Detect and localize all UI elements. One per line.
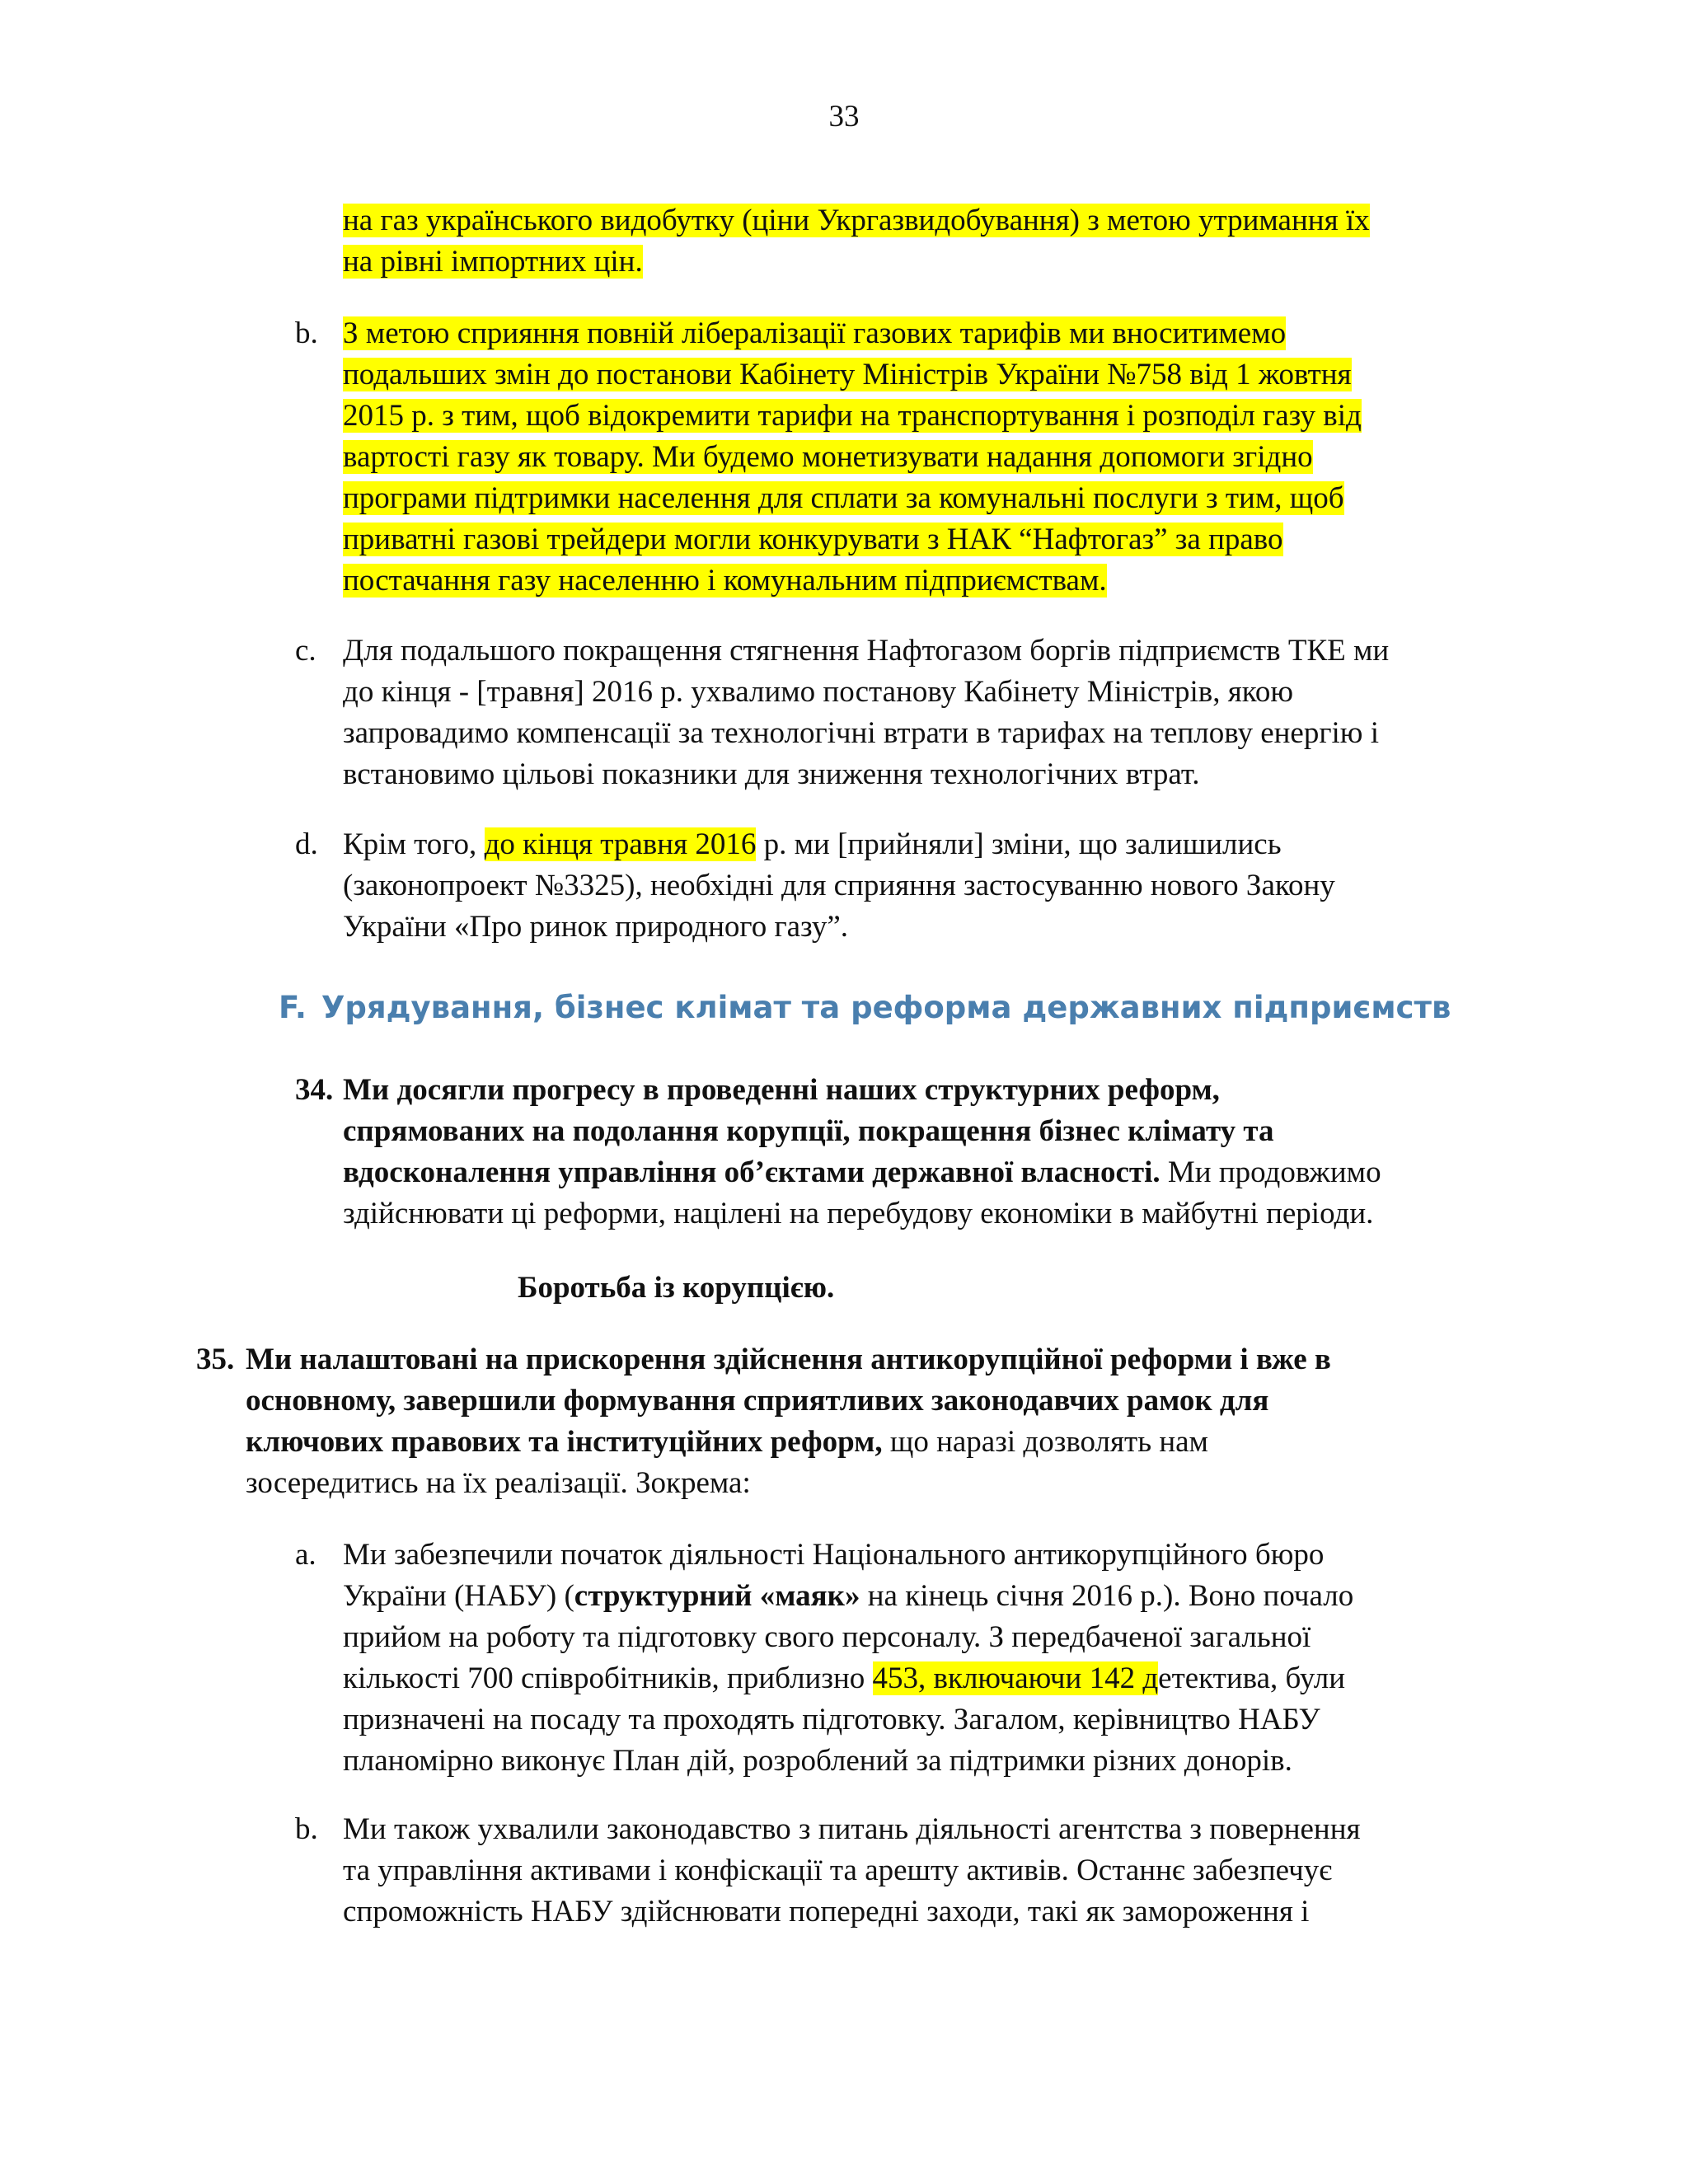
para-35-bold-2: основному, завершили формування сприятливих законодавчих рамок для bbox=[246, 1384, 1269, 1418]
item-a35-beacon: структурний «маяк» bbox=[574, 1579, 860, 1613]
item-c-line: Для подальшого покращення стягнення Нафтогазом боргів підприємств ТКЕ ми bbox=[343, 634, 1390, 668]
item-b1-line: програми підтримки населення для сплати за комунальні послуги з тим, щоб bbox=[343, 481, 1344, 515]
item-b1-line: 2015 р. з тим, щоб відокремити тарифи на транспортування і розподіл газу від bbox=[343, 399, 1362, 433]
para-34-line-3-rest: Ми продовжимо bbox=[1160, 1155, 1381, 1189]
item-d-highlight: до кінця травня 2016 bbox=[484, 827, 757, 861]
item-a35-marker: a. bbox=[295, 1538, 316, 1572]
item-d-line-1-pre: Крім того, bbox=[343, 827, 485, 861]
intro-line-2: на рівні імпортних цін. bbox=[343, 245, 643, 279]
item-b35-line: Ми також ухвалили законодавство з питань діяльності агентства з повернення bbox=[343, 1812, 1361, 1846]
item-c-text bbox=[343, 630, 1389, 795]
item-b1-marker: b. bbox=[295, 316, 318, 350]
item-b1-text bbox=[343, 313, 1362, 602]
para-35-bold-1: Ми налаштовані на прискорення здійснення антикорупційної реформи і вже в bbox=[246, 1343, 1331, 1376]
item-b1-line: З метою сприяння повній лібералізації газових тарифів ми вноситимемо bbox=[343, 316, 1287, 350]
item-c-marker: c. bbox=[295, 634, 316, 668]
item-a35-line-6: планомірно виконує План дій, розроблений за підтримки різних донорів. bbox=[343, 1744, 1292, 1778]
para-35-line-4: зосередитись на їх реалізації. Зокрема: bbox=[246, 1466, 751, 1500]
para-34-bold-2: спрямованих на подолання корупції, покращення бізнес клімату та bbox=[343, 1114, 1274, 1148]
item-d-line-1-post: р. ми [прийняли] зміни, що залишились bbox=[756, 827, 1282, 861]
item-b1-line: приватні газові трейдери могли конкурувати з НАК “Нафтогаз” за право bbox=[343, 523, 1283, 556]
item-b35-marker: b. bbox=[295, 1812, 318, 1846]
item-c-line: встановимо цільові показники для зниження технологічних втрат. bbox=[343, 757, 1200, 791]
item-d-marker: d. bbox=[295, 827, 318, 861]
item-a35-line-5: призначені на посаду та проходять підготовку. Загалом, керівництво НАБУ bbox=[343, 1703, 1320, 1736]
item-d-text bbox=[343, 824, 1335, 948]
item-b35-text bbox=[343, 1809, 1361, 1933]
item-b1-line: подальших змін до постанови Кабінету Міністрів України №758 від 1 жовтня bbox=[343, 358, 1352, 391]
para-34-bold-3: вдосконалення управління об’єктами державної власності. bbox=[343, 1155, 1160, 1189]
page-number: 33 bbox=[828, 100, 860, 134]
item-b35-line: та управління активами і конфіскації та арешту активів. Останнє забезпечує bbox=[343, 1854, 1333, 1887]
item-a35-line-1: Ми забезпечили початок діяльності Національного антикорупційного бюро bbox=[343, 1538, 1325, 1572]
item-c-line: до кінця - [травня] 2016 р. ухвалимо постанову Кабінету Міністрів, якою bbox=[343, 675, 1294, 709]
para-35-number: 35. bbox=[196, 1343, 235, 1376]
item-b35-line: спроможність НАБУ здійснювати попередні заходи, такі як замороження і bbox=[343, 1895, 1310, 1929]
para-34-line-4: здійснювати ці реформи, націлені на перебудову економіки в майбутні періоди. bbox=[343, 1197, 1374, 1230]
para-35-line-3-rest: що наразі дозволять нам bbox=[882, 1425, 1208, 1459]
item-d-line-3: України «Про ринок природного газу”. bbox=[343, 910, 849, 944]
anti-corruption-subheading: Боротьба із корупцією. bbox=[518, 1271, 835, 1305]
para-35-bold-3: ключових правових та інституційних реформ, bbox=[246, 1425, 883, 1459]
item-b1-line: вартості газу як товару. Ми будемо монетизувати надання допомоги згідно bbox=[343, 440, 1313, 474]
item-a35-line-3: прийом на роботу та підготовку свого персоналу. З передбаченої загальної bbox=[343, 1620, 1311, 1654]
intro-line-1: на газ українського видобутку (ціни Укргазвидобування) з метою утримання їх bbox=[343, 204, 1370, 237]
para-34-bold-1: Ми досягли прогресу в проведенні наших структурних реформ, bbox=[343, 1073, 1220, 1107]
item-d-line-2: (законопроект №3325), необхідні для сприяння застосуванню нового Закону bbox=[343, 869, 1335, 902]
section-f-title: Урядування, бізнес клімат та реформа державних підприємств bbox=[321, 990, 1451, 1025]
para-34-number: 34. bbox=[295, 1073, 334, 1107]
item-a35-line-2-post: на кінець січня 2016 р.). Воно почало bbox=[860, 1579, 1354, 1613]
item-b1-line: постачання газу населенню і комунальним підприємствам. bbox=[343, 564, 1107, 598]
item-a35-line-2-pre: України (НАБУ) ( bbox=[343, 1579, 574, 1613]
item-a35-text bbox=[343, 1535, 1353, 1782]
para-35-text bbox=[246, 1339, 1331, 1504]
section-f-letter: F. bbox=[279, 990, 307, 1025]
item-a35-line-4-pre: кількості 700 співробітників, приблизно bbox=[343, 1661, 873, 1695]
item-a35-highlight: 453, включаючи 142 д bbox=[872, 1661, 1159, 1695]
item-a35-line-4-post: етектива, були bbox=[1158, 1661, 1346, 1695]
item-c-line: запровадимо компенсації за технологічні втрати в тарифах на теплову енергію і bbox=[343, 716, 1379, 750]
intro-paragraph bbox=[343, 200, 1370, 283]
para-34-text bbox=[343, 1070, 1381, 1235]
section-f-heading bbox=[279, 987, 1451, 1029]
